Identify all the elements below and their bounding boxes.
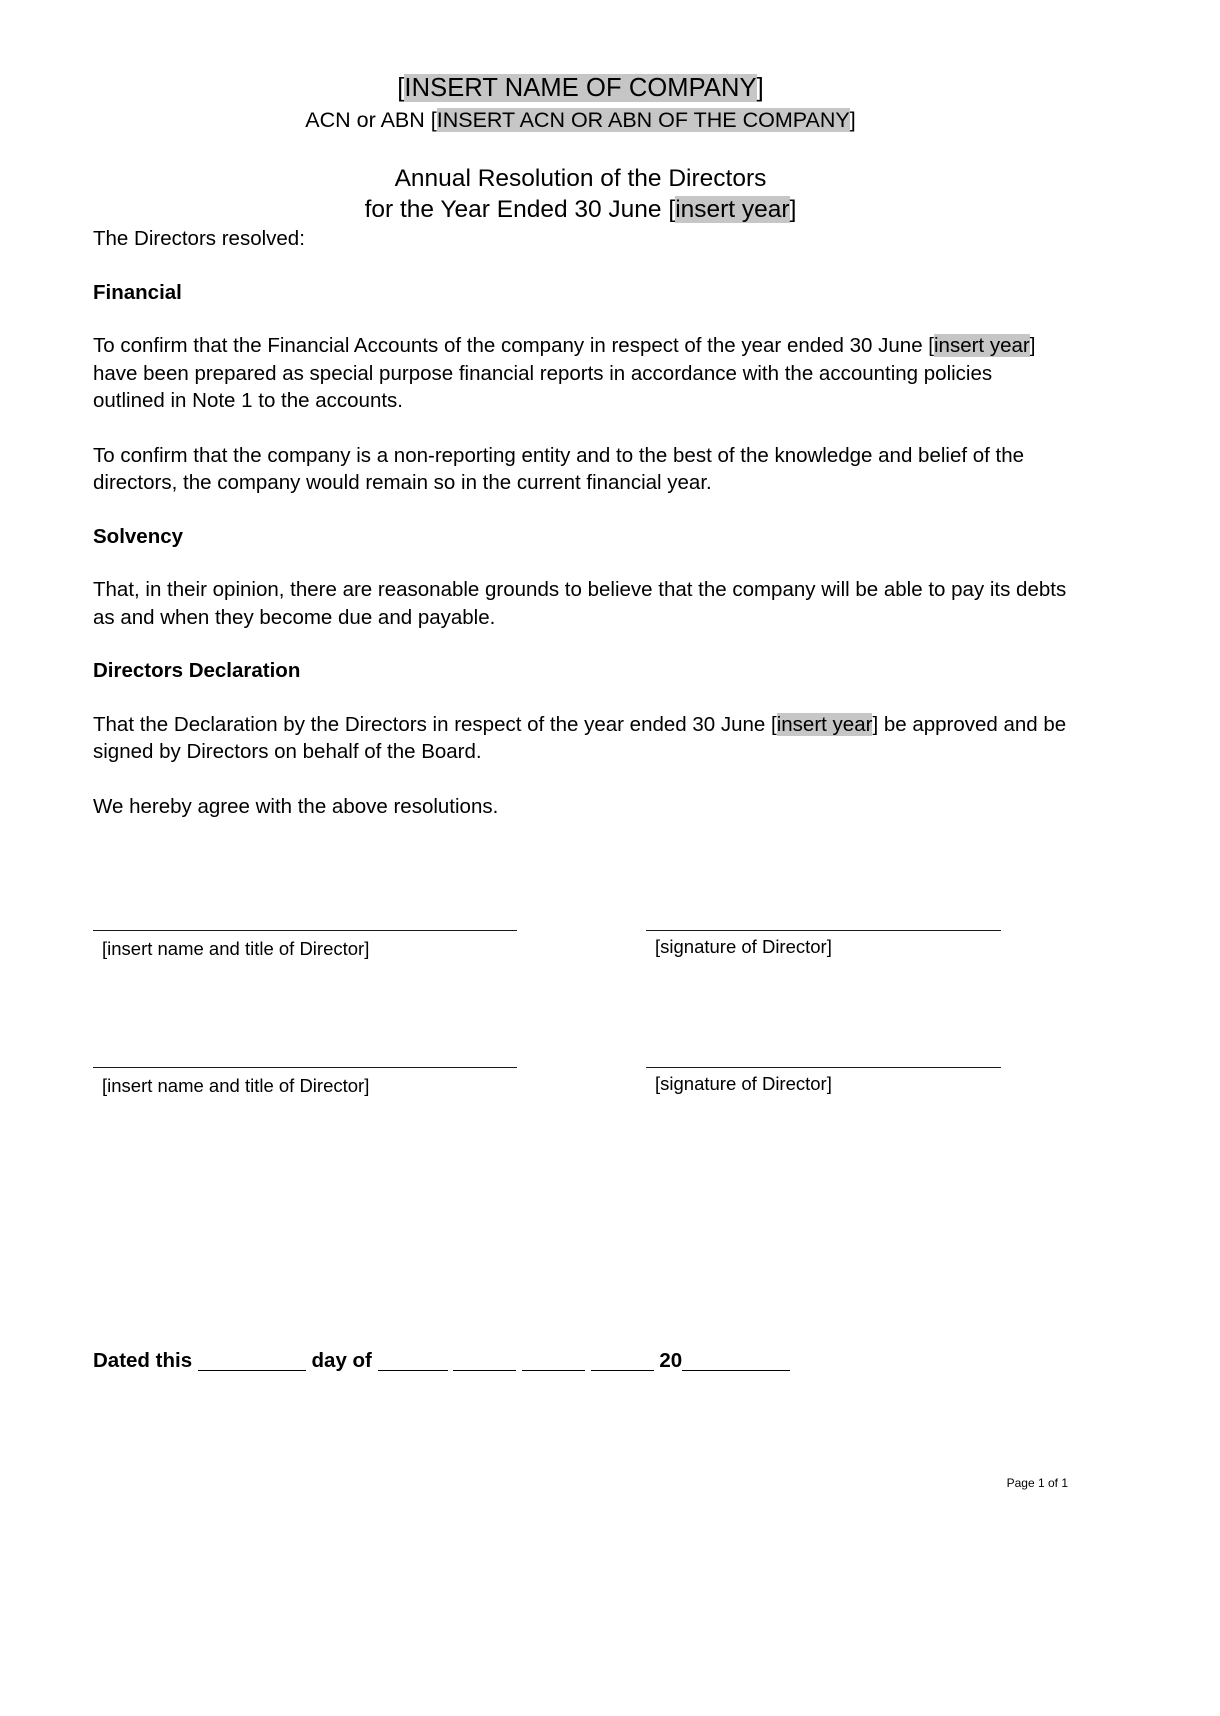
heading-directors-declaration: Directors Declaration: [93, 659, 301, 682]
document-title: [93, 163, 1068, 225]
signature-sign-block: [646, 930, 1001, 959]
spacer: [93, 766, 1068, 793]
signature-sign-label: [signature of Director]: [655, 936, 832, 957]
directors-declaration-paragraph-1: [93, 711, 1068, 766]
agreement-paragraph: We hereby agree with the above resolutions.: [93, 794, 499, 818]
signature-sign-block: [646, 1067, 1001, 1096]
dated-line: [93, 1347, 1068, 1375]
spacer: [93, 253, 1068, 279]
declaration-p1-prefix: That the Declaration by the Directors in respect of the year ended 30 June [: [93, 712, 777, 736]
dated-day-blank: [198, 1370, 306, 1371]
financial-paragraph-1: [93, 332, 1068, 415]
financial-p1-prefix: To confirm that the Financial Accounts of the company in respect of the year ended 30 June [: [93, 334, 934, 357]
title-line-2: [93, 194, 1068, 225]
dated-day-of-label: day of: [311, 1349, 372, 1372]
title-year-placeholder: insert year: [675, 196, 790, 223]
financial-p1-suffix: ] have been prepared as special purpose financial reports in accordance with the accounting policies outlined in Note 1 to the accounts.: [93, 334, 1036, 412]
signature-row: [93, 930, 1068, 1067]
spacer: [93, 497, 1068, 523]
declaration-p1-suffix: ] be approved and be signed by Directors on behalf of the Board.: [93, 712, 1067, 763]
page-footer: [93, 1475, 1070, 1491]
spacer: [93, 685, 1068, 711]
document-content: [93, 0, 1068, 1490]
company-bracket-open: [: [397, 74, 405, 102]
signature-row: [93, 1067, 1068, 1204]
acn-placeholder: INSERT ACN OR ABN OF THE COMPANY: [436, 108, 850, 132]
signature-name-block: [93, 930, 517, 961]
financial-paragraph-2: To confirm that the company is a non-reporting entity and to the best of the knowledge and belief of the directors, the company would remain so in the current financial year.: [93, 443, 1025, 494]
signature-name-label: [insert name and title of Director]: [102, 1075, 370, 1096]
signature-area: [93, 930, 1068, 1204]
document-header: [93, 0, 1068, 225]
acn-abn-line: [93, 105, 1068, 135]
spacer: [93, 306, 1068, 332]
title-year-prefix: for the Year Ended 30 June [: [364, 196, 676, 223]
dated-lead-label: Dated this: [93, 1349, 193, 1372]
dated-year-blank-1: [682, 1370, 727, 1371]
acn-bracket-close: ]: [849, 108, 856, 132]
solvency-paragraph-1: That, in their opinion, there are reasonable grounds to believe that the company will be able to pay its debts as and when they become due and payable.: [93, 578, 1067, 629]
title-line-1: Annual Resolution of the Directors: [394, 165, 767, 192]
intro-paragraph: The Directors resolved:: [93, 227, 305, 250]
heading-solvency: Solvency: [93, 524, 184, 548]
spacer: [93, 415, 1068, 442]
heading-financial: Financial: [93, 280, 182, 304]
spacer: [93, 631, 1068, 657]
title-year-suffix: ]: [789, 196, 797, 223]
signature-sign-label: [signature of Director]: [655, 1073, 832, 1094]
dated-year-blank-2: [727, 1370, 790, 1371]
dated-year-prefix: 20: [659, 1349, 683, 1372]
declaration-p1-year-placeholder: insert year: [776, 712, 873, 736]
document-body: [93, 225, 1068, 820]
signature-name-block: [93, 1067, 517, 1098]
company-name-line: [93, 72, 1068, 105]
spacer: [93, 550, 1068, 576]
company-bracket-close: ]: [756, 74, 764, 102]
acn-label: ACN or ABN [: [305, 108, 437, 132]
company-name-placeholder: INSERT NAME OF COMPANY: [404, 74, 757, 102]
dated-month-blank-3: [522, 1370, 585, 1371]
dated-month-blank-2: [453, 1370, 516, 1371]
financial-p1-year-placeholder: insert year: [934, 334, 1030, 357]
page-number: Page 1 of 1: [1006, 1476, 1068, 1490]
dated-month-blank-4: [591, 1370, 654, 1371]
signature-name-label: [insert name and title of Director]: [102, 938, 370, 959]
dated-month-blank-1: [378, 1370, 448, 1371]
